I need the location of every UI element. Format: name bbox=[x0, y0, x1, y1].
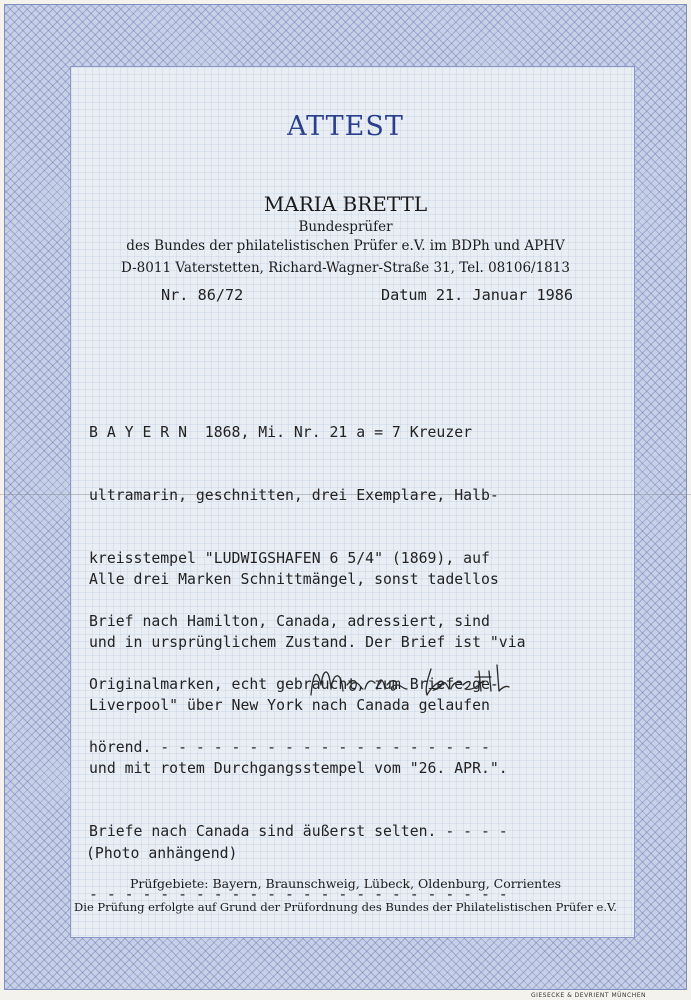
examiner-signature bbox=[303, 655, 523, 707]
description-line: kreisstempel "LUDWIGSHAFEN 6 5/4" (1869), auf bbox=[89, 550, 490, 567]
printer-imprint: GIESECKE & DEVRIENT MÜNCHEN bbox=[530, 992, 646, 999]
regulation-note: Die Prüfung erfolgte auf Grund der Prüfordnung des Bundes der Philatelistischen Prüfer e.V. bbox=[74, 900, 617, 914]
condition-line: - - - - - - - - - - - - - - - - - - - - - - - - bbox=[89, 886, 508, 903]
certificate-date: Datum 21. Januar 1986 bbox=[381, 286, 574, 304]
examiner-name: MARIA BRETTL bbox=[263, 192, 428, 216]
examiner-association: des Bundes der philatelistischen Prüfer e.V. im BDPh und APHV bbox=[126, 238, 565, 254]
examiner-address: D-8011 Vaterstetten, Richard-Wagner-Straße 31, Tel. 08106/1813 bbox=[121, 260, 570, 276]
condition-line: Briefe nach Canada sind äußerst selten. - - - - bbox=[89, 823, 508, 840]
description-line: ultramarin, geschnitten, drei Exemplare, Halb- bbox=[89, 487, 499, 504]
description-line: B A Y E R N 1868, Mi. Nr. 21 a = 7 Kreuzer bbox=[89, 424, 473, 441]
photo-note: (Photo anhängend) bbox=[86, 845, 238, 862]
description-line: Brief nach Hamilton, Canada, adressiert, sind bbox=[89, 613, 490, 630]
certificate-title: ATTEST bbox=[287, 111, 404, 142]
condition-line: und mit rotem Durchgangsstempel vom "26. APR.". bbox=[89, 760, 508, 777]
condition-line: Alle drei Marken Schnittmängel, sonst tadellos bbox=[89, 571, 499, 588]
description-line: hörend. - - - - - - - - - - - - - - - - - - - bbox=[89, 739, 490, 756]
condition-description bbox=[89, 527, 526, 926]
condition-line: Liverpool" über New York nach Canada gelaufen bbox=[89, 697, 490, 714]
examiner-role: Bundesprüfer bbox=[298, 219, 393, 235]
description-line: Originalmarken, echt gebraucht, zum Briefe ge- bbox=[89, 676, 499, 693]
exam-areas: Prüfgebiete: Bayern, Braunschweig, Lübeck, Oldenburg, Corrientes bbox=[129, 876, 562, 891]
condition-line: und in ursprünglichem Zustand. Der Brief ist "via bbox=[89, 634, 526, 651]
reference-number: Nr. 86/72 bbox=[161, 286, 244, 304]
